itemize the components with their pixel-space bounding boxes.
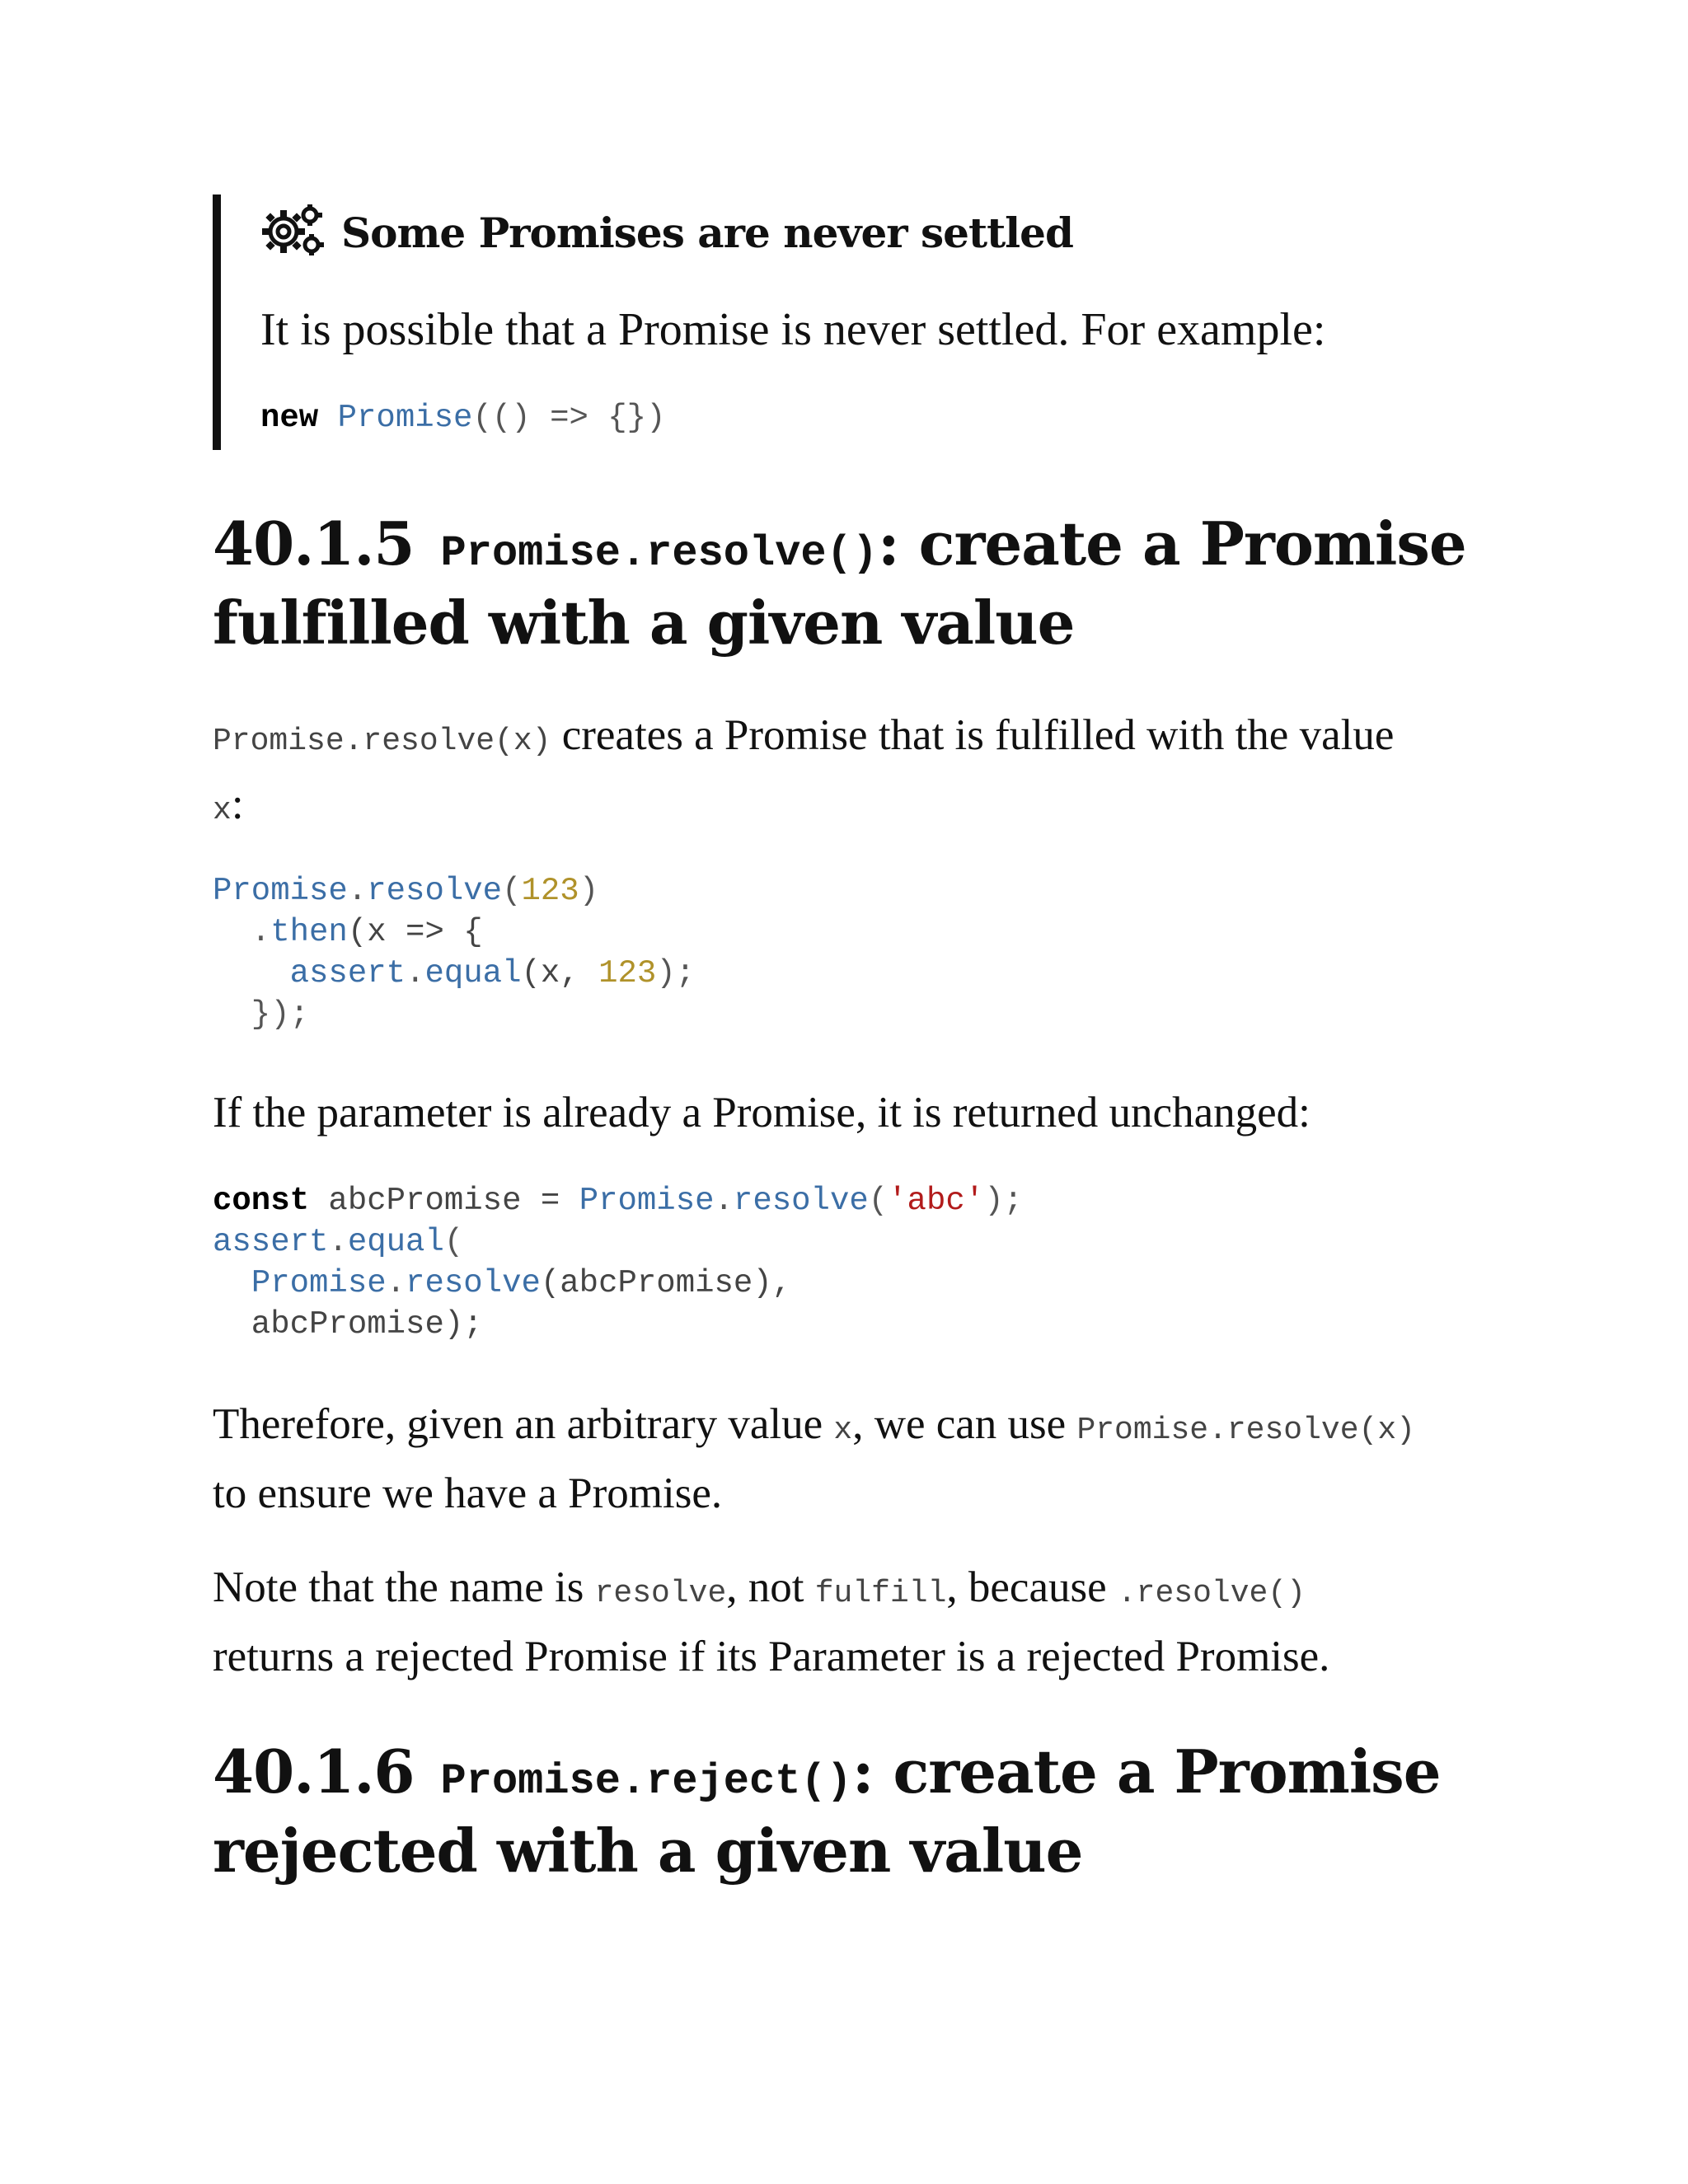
paragraph-text: returns a rejected Promise if its Parameter is a rejected Promise. [213, 1633, 1330, 1680]
code-text [213, 955, 290, 991]
code-identifier: Promise [337, 400, 473, 436]
page-content [213, 194, 1482, 1886]
section-code: Promise.resolve() [440, 529, 879, 578]
paragraph-text: , because [946, 1563, 1118, 1611]
code-text: ) [579, 873, 599, 909]
code-block [213, 1180, 1023, 1345]
code-text: (x => { [347, 914, 483, 950]
inline-code: .resolve() [1117, 1576, 1306, 1611]
callout-header [260, 194, 1482, 270]
gears-icon [260, 204, 325, 261]
callout-box [213, 194, 1482, 450]
inline-code: fulfill [814, 1576, 947, 1611]
code-identifier: resolve [367, 873, 503, 909]
paragraph: If the parameter is already a Promise, it is returned unchanged: [213, 1089, 1311, 1137]
code-text: . [714, 1183, 734, 1219]
code-text: . [347, 873, 368, 909]
code-identifier: then [270, 914, 348, 950]
code-block [213, 870, 695, 1035]
code-identifier: resolve [406, 1265, 541, 1301]
code-identifier: equal [424, 955, 522, 991]
code-keyword: const [213, 1183, 310, 1219]
code-keyword: new [260, 400, 319, 436]
code-text: . [406, 955, 425, 991]
section-code: Promise.reject() [440, 1757, 852, 1806]
section-title: : create a Promise [878, 509, 1466, 579]
code-text: ( [502, 873, 522, 909]
code-text: ( [868, 1183, 889, 1219]
code-identifier: Promise [251, 1265, 387, 1301]
section-title: : create a Promise [851, 1736, 1441, 1807]
paragraph [213, 1393, 1482, 1525]
code-identifier: Promise [213, 873, 348, 909]
code-text: }); [213, 996, 310, 1033]
paragraph-text: , we can use [852, 1400, 1077, 1448]
code-text: (abcPromise), [540, 1265, 792, 1301]
code-text: ( [443, 1224, 464, 1260]
code-text: . [213, 914, 271, 950]
code-identifier: equal [347, 1224, 444, 1260]
paragraph-text: : [231, 780, 244, 828]
inline-code: resolve [594, 1576, 727, 1611]
paragraph-text: Note that the name is [213, 1563, 595, 1611]
inline-code: Promise.resolve(x) [213, 724, 551, 759]
paragraph-text: to ensure we have a Promise. [213, 1469, 723, 1517]
section-title-line2: fulfilled with a given value [213, 588, 1075, 658]
code-text: . [328, 1224, 348, 1260]
paragraph-text: Therefore, given an arbitrary value [213, 1400, 834, 1448]
paragraph [213, 704, 1482, 842]
code-text: (() => {}) [472, 400, 666, 436]
paragraph-text: , not [726, 1563, 815, 1611]
code-identifier: resolve [733, 1183, 869, 1219]
code-string: 'abc' [888, 1183, 985, 1219]
code-text: (x, [521, 955, 599, 991]
inline-code: x [833, 1413, 853, 1448]
code-text: abcPromise = [309, 1183, 579, 1219]
code-identifier: Promise [579, 1183, 715, 1219]
paragraph-text: creates a Promise that is fulfilled with the value [551, 711, 1395, 759]
section-number: 40.1.6 [213, 1736, 415, 1807]
code-number: 123 [521, 873, 579, 909]
code-text: ); [984, 1183, 1023, 1219]
code-text: ); [656, 955, 696, 991]
section-heading-reject [213, 1737, 1482, 1886]
section-heading-resolve [213, 509, 1482, 658]
callout-title: Some Promises are never settled [341, 208, 1073, 257]
section-number: 40.1.5 [213, 509, 415, 579]
callout-body: It is possible that a Promise is never settled. For example: [260, 304, 1326, 355]
inline-code: x [213, 793, 232, 828]
code-identifier: assert [213, 1224, 329, 1260]
code-text: . [386, 1265, 406, 1301]
section-title-line2: rejected with a given value [213, 1816, 1083, 1886]
code-identifier: assert [289, 955, 406, 991]
code-text: abcPromise); [213, 1306, 483, 1343]
paragraph [213, 1556, 1482, 1688]
callout-code [260, 397, 1482, 438]
code-text [213, 1265, 251, 1301]
code-number: 123 [598, 955, 657, 991]
inline-code: Promise.resolve(x) [1076, 1413, 1415, 1448]
